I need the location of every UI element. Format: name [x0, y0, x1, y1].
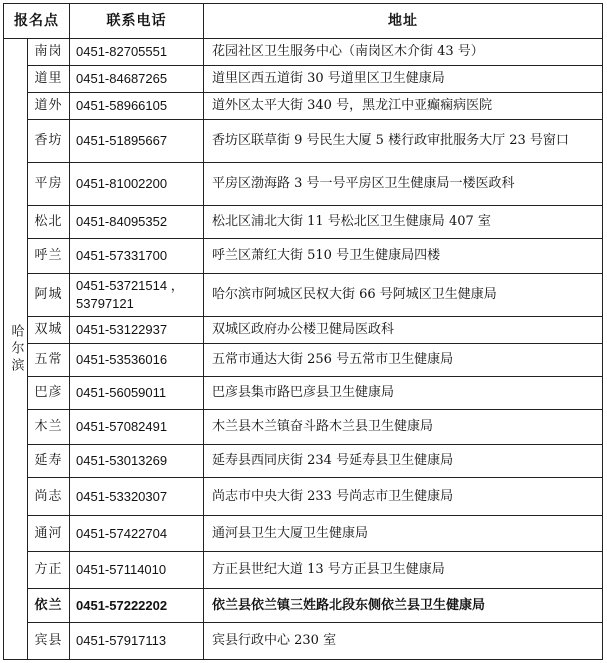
address-cell: 方正县世纪大道 13 号方正县卫生健康局	[204, 552, 603, 589]
table-row	[4, 623, 603, 660]
location-cell: 松北	[28, 206, 70, 239]
phone-cell: 0451-56059011	[70, 377, 204, 410]
table-row	[4, 93, 603, 120]
location-cell: 双城	[28, 317, 70, 344]
table-row	[4, 163, 603, 206]
phone-cell: 0451-57114010	[70, 552, 204, 589]
phone-cell: 0451-57422704	[70, 516, 204, 552]
location-cell: 平房	[28, 163, 70, 206]
location-cell: 香坊	[28, 120, 70, 163]
location-cell: 南岗	[28, 39, 70, 66]
address-cell: 通河县卫生大厦卫生健康局	[204, 516, 603, 552]
phone-cell: 0451-84095352	[70, 206, 204, 239]
phone-cell: 0451-58966105	[70, 93, 204, 120]
table-row	[4, 410, 603, 445]
table-row	[4, 66, 603, 93]
location-cell: 巴彦	[28, 377, 70, 410]
header-address: 地址	[204, 4, 603, 39]
location-cell: 尚志	[28, 478, 70, 516]
address-cell: 花园社区卫生服务中心（南岗区木介街 43 号）	[204, 39, 603, 66]
address-cell: 尚志市中央大街 233 号尚志市卫生健康局	[204, 478, 603, 516]
phone-cell: 0451-57222202	[70, 589, 204, 623]
address-cell: 五常市通达大街 256 号五常市卫生健康局	[204, 344, 603, 377]
address-cell: 双城区政府办公楼卫健局医政科	[204, 317, 603, 344]
location-cell: 五常	[28, 344, 70, 377]
phone-cell: 0451-82705551	[70, 39, 204, 66]
address-cell: 宾县行政中心 230 室	[204, 623, 603, 660]
table-row	[4, 206, 603, 239]
table-row	[4, 39, 603, 66]
phone-cell: 0451-84687265	[70, 66, 204, 93]
city-cell: 哈尔滨	[4, 39, 28, 660]
table-row	[4, 344, 603, 377]
location-cell: 呼兰	[28, 239, 70, 274]
location-cell: 道外	[28, 93, 70, 120]
location-cell: 方正	[28, 552, 70, 589]
phone-cell: 0451-51895667	[70, 120, 204, 163]
address-cell: 道外区太平大街 340 号，黑龙江中亚癫痫病医院	[204, 93, 603, 120]
table-row	[4, 552, 603, 589]
phone-cell: 0451-57331700	[70, 239, 204, 274]
address-cell: 呼兰区萧红大街 510 号卫生健康局四楼	[204, 239, 603, 274]
phone-cell: 0451-53013269	[70, 445, 204, 478]
phone-cell: 0451-53320307	[70, 478, 204, 516]
address-cell: 依兰县依兰镇三姓路北段东侧依兰县卫生健康局	[204, 589, 603, 623]
table-body	[4, 39, 603, 660]
phone-cell: 0451-57917113	[70, 623, 204, 660]
table-row	[4, 274, 603, 317]
header-location: 报名点	[4, 4, 70, 39]
table-row	[4, 516, 603, 552]
location-cell: 木兰	[28, 410, 70, 445]
location-cell: 通河	[28, 516, 70, 552]
address-cell: 木兰县木兰镇奋斗路木兰县卫生健康局	[204, 410, 603, 445]
address-cell: 香坊区联草街 9 号民生大厦 5 楼行政审批服务大厅 23 号窗口	[204, 120, 603, 163]
table-row	[4, 317, 603, 344]
phone-cell: 0451-53536016	[70, 344, 204, 377]
table-row	[4, 239, 603, 274]
header-row	[4, 4, 603, 39]
address-cell: 松北区浦北大街 11 号松北区卫生健康局 407 室	[204, 206, 603, 239]
location-cell: 延寿	[28, 445, 70, 478]
address-cell: 道里区西五道街 30 号道里区卫生健康局	[204, 66, 603, 93]
address-cell: 平房区渤海路 3 号一号平房区卫生健康局一楼医政科	[204, 163, 603, 206]
table-row	[4, 377, 603, 410]
location-cell: 阿城	[28, 274, 70, 317]
table-row	[4, 445, 603, 478]
table-row	[4, 478, 603, 516]
table-row	[4, 120, 603, 163]
address-cell: 巴彦县集市路巴彦县卫生健康局	[204, 377, 603, 410]
address-cell: 延寿县西同庆街 234 号延寿县卫生健康局	[204, 445, 603, 478]
phone-cell: 0451-53721514 ，53797121	[70, 274, 204, 317]
address-cell: 哈尔滨市阿城区民权大街 66 号阿城区卫生健康局	[204, 274, 603, 317]
location-cell: 依兰	[28, 589, 70, 623]
location-cell: 宾县	[28, 623, 70, 660]
phone-cell: 0451-81002200	[70, 163, 204, 206]
registration-table	[3, 3, 603, 660]
location-cell: 道里	[28, 66, 70, 93]
header-phone: 联系电话	[70, 4, 204, 39]
phone-cell: 0451-57082491	[70, 410, 204, 445]
table-row	[4, 589, 603, 623]
phone-cell: 0451-53122937	[70, 317, 204, 344]
